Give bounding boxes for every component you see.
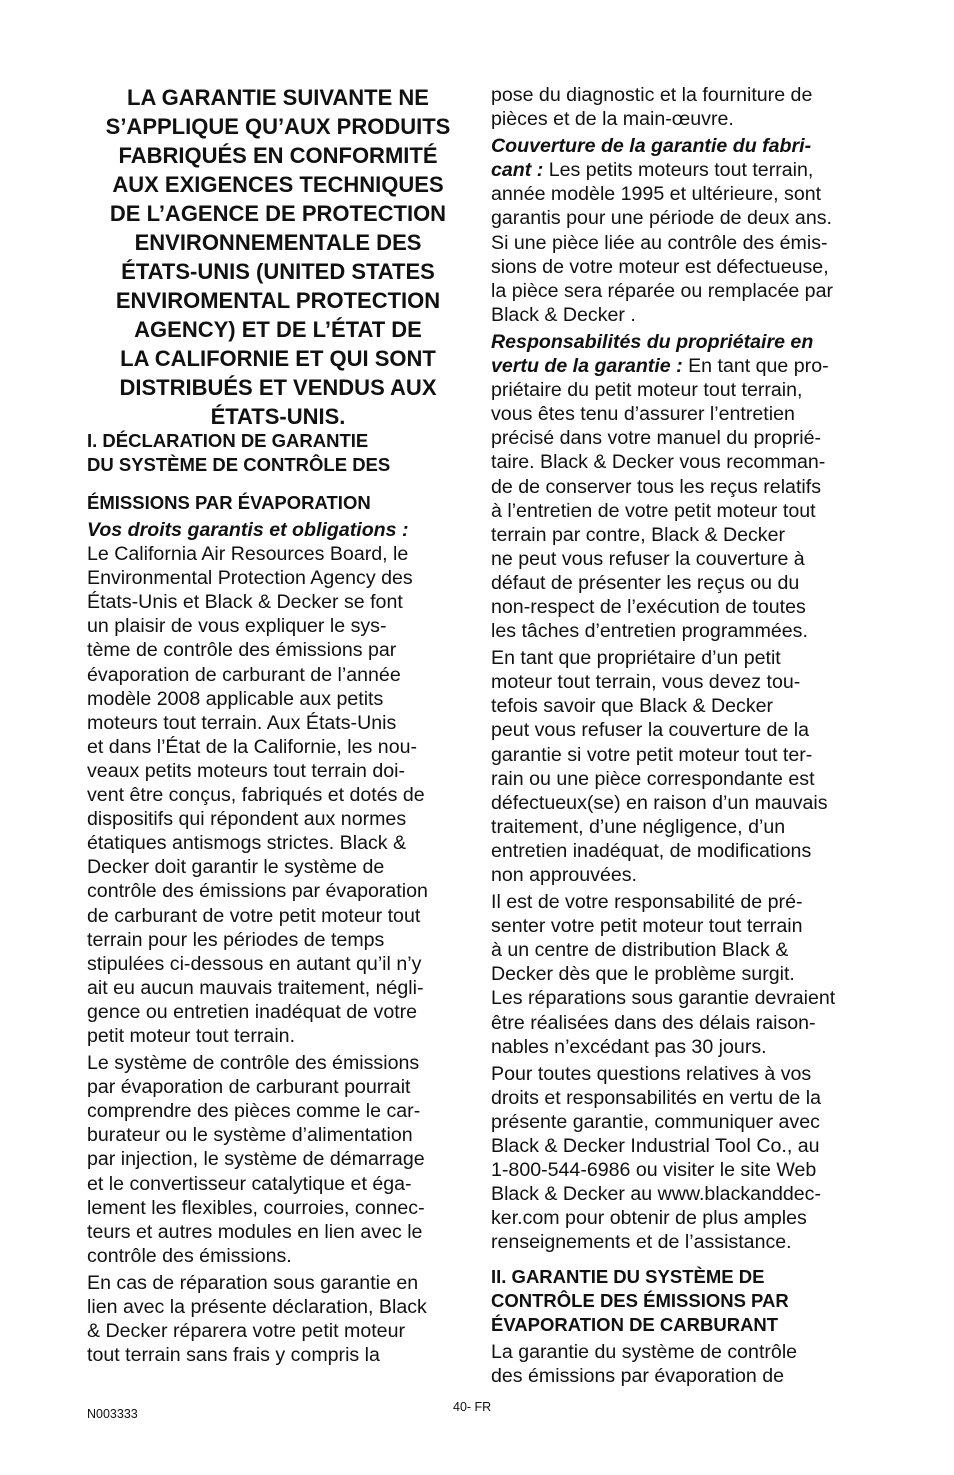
text-line: défaut de présenter les reçus ou du [491,571,800,594]
headline-line: LA GARANTIE SUIVANTE NE [127,85,429,110]
text-line: Decker doit garantir le système de [87,856,385,879]
text-line: précisé dans votre manuel du proprié- [491,427,822,450]
text-line: lement les flexibles, courroies, connec- [87,1196,425,1219]
headline-line: DISTRIBUÉS ET VENDUS AUX [119,375,437,400]
document-code: N003333 [87,1407,138,1421]
text-line: Les petits moteurs tout terrain, [543,159,814,182]
section1-heading [87,429,467,515]
text-line: garantie si votre petit moteur tout ter- [491,743,813,766]
text-line: Le système de contrôle des émissions [87,1052,420,1075]
text-line: sions de votre moteur est défectueuse, [491,255,829,278]
text-line: stipulées ci-dessous en autant qu’il n’y [87,952,422,975]
text-line: Black & Decker au www.blackanddec- [491,1183,821,1206]
text-line: entretien inadéquat, de modifications [491,839,812,862]
section-heading-line: ÉVAPORATION DE CARBURANT [491,1313,779,1335]
text-line: tème de contrôle des émissions par [87,639,397,662]
text-line: et le convertisseur catalytique et éga- [87,1172,412,1195]
text-line: de carburant de votre petit moteur tout [87,904,421,927]
text-line: par injection, le système de démarrage [87,1148,425,1171]
section-heading-line: DU SYSTÈME DE CONTRÔLE DES [87,454,391,475]
section2-heading [491,1265,873,1337]
text-line: pièces et de la main-œuvre. [491,108,734,131]
responsibilities-title-end: vertu de la garantie : [491,355,683,378]
section2-paragraph [491,1340,873,1388]
text-line: Il est de votre responsabilité de pré- [491,891,803,914]
text-line: contrôle des émissions par évaporation [87,880,428,903]
text-line: présente garantie, communiquer avec [491,1110,820,1133]
text-line: lien avec la présente déclaration, Black [87,1296,427,1318]
text-line: États-Unis et Black & Decker se font [87,591,403,614]
contact-paragraph [491,1062,873,1255]
text-line: priétaire du petit moteur tout terrain, [491,379,803,402]
section-heading-line: ÉMISSIONS PAR ÉVAPORATION [87,492,371,513]
text-line: garantis pour une période de deux ans. [491,207,832,230]
text-line: En tant que pro- [682,355,829,378]
denial-paragraph [491,646,873,887]
text-line: Black & Decker Industrial Tool Co., au [491,1135,820,1158]
text-line: droits et responsabilités en vertu de la [491,1086,822,1109]
text-line: Si une pièce liée au contrôle des émis- [491,231,828,254]
text-line: burateur ou le système d’alimentation [87,1124,413,1147]
text-line: Black & Decker . [491,303,636,326]
text-line: renseignements et de l’assistance. [491,1231,792,1254]
headline-line: AGENCY) ET DE L’ÉTAT DE [134,317,422,342]
text-line: défectueux(se) en raison d’un mauvais [491,791,828,814]
text-line: teurs et autres modules en lien avec le [87,1220,423,1243]
text-line: moteur tout terrain, vous devez tou- [491,671,801,694]
text-line: moteurs tout terrain. Aux États-Unis [87,711,397,734]
warranty-headline [87,83,467,431]
section-heading-line: II. GARANTIE DU SYSTÈME DE [491,1265,765,1287]
text-line: taire. Black & Decker vous recomman- [491,451,826,474]
text-line: rain ou une pièce correspondante est [491,767,815,790]
text-line: dispositifs qui répondent aux normes [87,808,407,831]
text-line: un plaisir de vous expliquer le sys- [87,615,387,638]
text-line: à un centre de distribution Black & [491,939,789,962]
text-line: senter votre petit moteur tout terrain [491,915,803,938]
headline-line: DE L’AGENCE DE PROTECTION [109,201,447,226]
text-line: Le California Air Resources Board, le [87,543,409,566]
headline-line: ÉTATS-UNIS (UNITED STATES [121,259,435,284]
text-line: 1-800-544-6986 ou visiter le site Web [491,1159,817,1182]
repair-paragraph-continued [491,83,873,131]
text-line: nables n’excédant pas 30 jours. [491,1035,767,1058]
text-line: évaporation de carburant de l’année [87,663,401,686]
text-line: modèle 2008 applicable aux petits [87,687,384,710]
text-line: non-respect de l’exécution de toutes [491,595,806,618]
text-line: petit moteur tout terrain. [87,1024,296,1047]
text-line: gence ou entretien inadéquat de votre [87,1000,418,1023]
text-line: Environmental Protection Agency des [87,567,413,590]
headline-line: AUX EXIGENCES TECHNIQUES [112,172,444,197]
headline-line: FABRIQUÉS EN CONFORMITÉ [118,143,438,168]
text-line: à l’entretien de votre petit moteur tout [491,499,816,522]
text-line: contrôle des émissions. [87,1244,292,1267]
coverage-paragraph [491,134,873,327]
text-line: traitement, d’une négligence, d’un [491,815,786,838]
responsibilities-title: Responsabilités du propriétaire en [491,330,814,353]
presentation-paragraph [491,890,873,1059]
headline-line: ÉTATS-UNIS. [210,404,346,429]
headline-line: S’APPLIQUE QU’AUX PRODUITS [105,114,451,139]
text-line: tout terrain sans frais y compris la [87,1344,380,1367]
text-line: peut vous refuser la couverture de la [491,719,810,742]
headline-line: ENVIRONNEMENTALE DES [134,230,422,255]
page-number: 40- FR [453,1400,492,1414]
text-line: Pour toutes questions relatives à vos [491,1062,812,1085]
text-line: des émissions par évaporation de [491,1364,784,1387]
text-line: ne peut vous refuser la couverture à [491,547,805,570]
text-line: vous êtes tenu d’assurer l’entretien [491,403,795,426]
text-line: La garantie du système de contrôle [491,1340,798,1363]
responsibilities-paragraph [491,330,873,643]
text-line: terrain pour les périodes de temps [87,928,385,951]
rights-title: Vos droits garantis et obligations : [87,519,409,541]
text-line: les tâches d’entretien programmées. [491,620,808,643]
headline-line: ENVIROMENTAL PROTECTION [115,288,441,313]
right-column [491,83,873,1388]
rights-paragraph [87,518,467,1048]
text-line: En cas de réparation sous garantie en [87,1271,419,1294]
text-line: & Decker réparera votre petit moteur [87,1320,405,1343]
text-line: ker.com pour obtenir de plus amples [491,1207,807,1230]
text-line: par évaporation de carburant pourrait [87,1076,411,1099]
section-heading-line: I. DÉCLARATION DE GARANTIE [87,430,369,451]
left-column [87,83,467,1367]
text-line: de de conserver tous les reçus relatifs [491,475,821,498]
repair-paragraph [87,1271,467,1367]
text-line: ait eu aucun mauvais traitement, négli- [87,976,424,999]
text-line: tefois savoir que Black & Decker [491,695,774,718]
text-line: étatiques antismogs strictes. Black & [87,832,407,855]
text-line: année modèle 1995 et ultérieure, sont [491,183,822,206]
text-line: non approuvées. [491,864,637,886]
headline-line: LA CALIFORNIE ET QUI SONT [120,346,436,371]
text-line: En tant que propriétaire d’un petit [491,647,781,670]
text-line: pose du diagnostic et la fourniture de [491,84,813,106]
coverage-title: Couverture de la garantie du fabri- [491,135,812,158]
section-heading-line: CONTRÔLE DES ÉMISSIONS PAR [491,1289,789,1311]
text-line: comprendre des pièces comme le car- [87,1100,421,1123]
text-line: être réalisées dans des délais raison- [491,1011,816,1034]
text-line: et dans l’État de la Californie, les nou- [87,735,418,758]
text-line: Les réparations sous garantie devraient [491,987,836,1010]
text-line: Decker dès que le problème surgit. [491,963,795,986]
text-line: veaux petits moteurs tout terrain doi- [87,759,406,782]
coverage-title-end: cant : [491,159,544,182]
text-line: vent être conçus, fabriqués et dotés de [87,784,425,807]
text-line: la pièce sera réparée ou remplacée par [491,279,834,302]
components-paragraph [87,1051,467,1268]
text-line: terrain par contre, Black & Decker [491,523,786,546]
